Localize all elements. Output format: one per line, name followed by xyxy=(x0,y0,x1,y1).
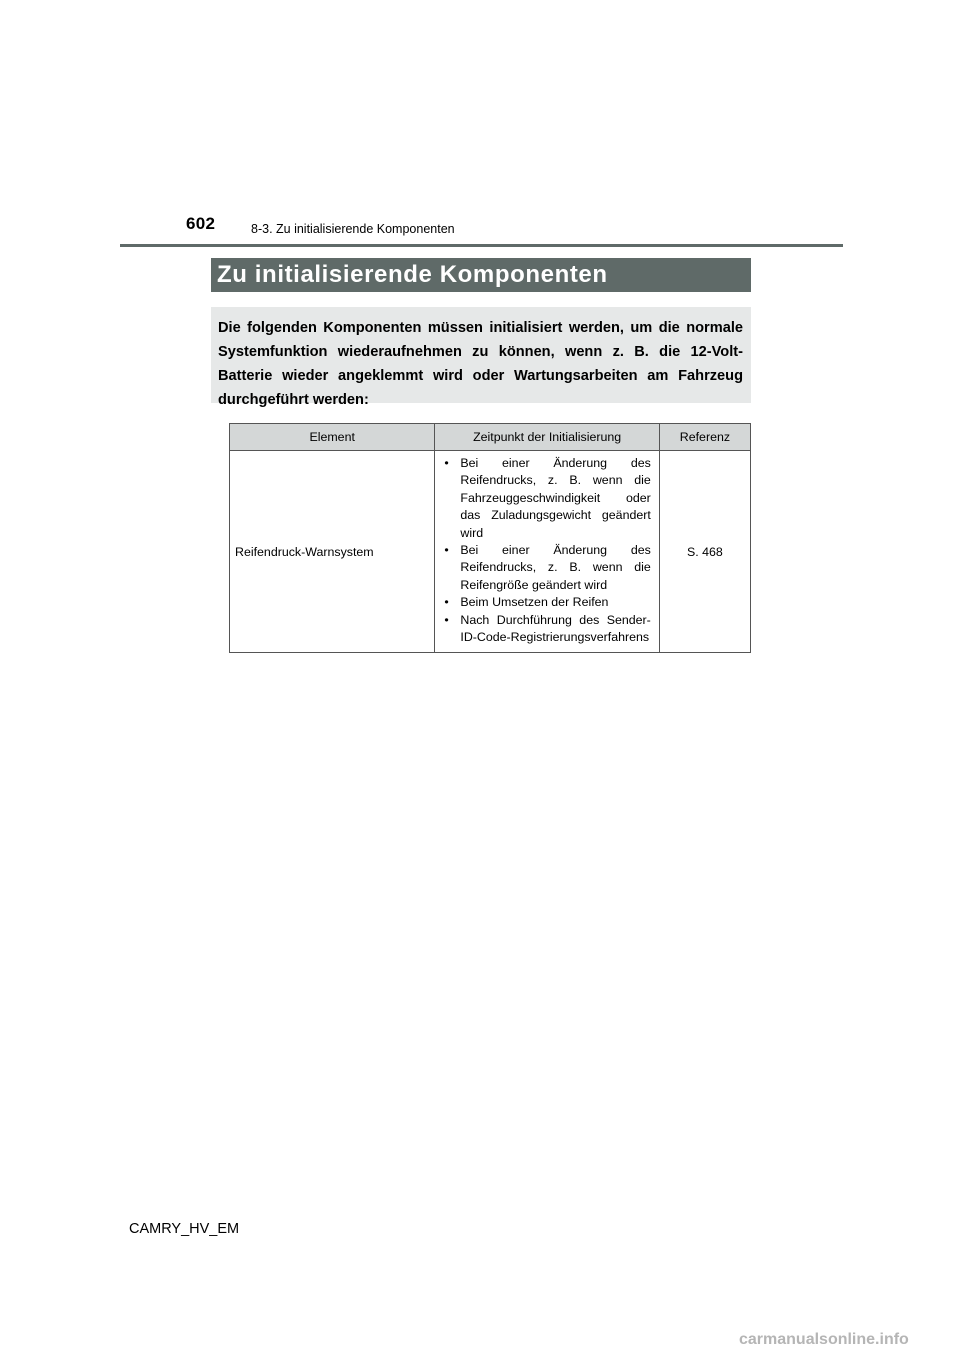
list-item xyxy=(443,594,650,611)
table-row xyxy=(230,451,751,653)
section-title-bar xyxy=(211,258,751,292)
intro-box xyxy=(211,307,751,408)
section-breadcrumb: 8-3. Zu initialisierende Komponenten xyxy=(251,222,455,236)
header-element: Element xyxy=(230,424,435,451)
bullet-icon: • xyxy=(444,612,449,627)
list-item-text: Bei einer Änderung des Reifendrucks, z. B. wenn die Reifengröße geändert wird xyxy=(460,543,651,592)
header-reference: Referenz xyxy=(659,424,750,451)
timing-list xyxy=(443,455,650,646)
list-item-text: Bei einer Änderung des Reifendrucks, z. B. wenn die Fahrzeuggeschwindigkeit oder das Zuladungsgewicht geändert wird xyxy=(460,456,651,540)
intro-text: Die folgenden Komponenten müssen initialisiert werden, um die normale Systemfunktion wiederaufnehmen zu können, wenn z. B. die 12-Volt-Batterie wieder angeklemmt wird oder Wartungsarbeiten am Fahrzeug durchgeführt werden: xyxy=(218,320,743,408)
cell-timing xyxy=(435,451,659,653)
section-title: Zu initialisierende Komponenten xyxy=(217,261,608,288)
header-divider xyxy=(120,244,843,247)
cell-element: Reifendruck-Warnsystem xyxy=(230,451,435,653)
list-item xyxy=(443,455,650,542)
initialization-table xyxy=(229,423,751,653)
table-header-row xyxy=(230,424,751,451)
watermark: carmanualsonline.info xyxy=(739,1331,909,1348)
document-code: CAMRY_HV_EM xyxy=(129,1221,240,1237)
cell-reference[interactable]: S. 468 xyxy=(659,451,750,653)
list-item xyxy=(443,542,650,594)
bullet-icon: • xyxy=(444,543,449,558)
page-number: 602 xyxy=(186,214,216,233)
bullet-icon: • xyxy=(444,595,449,610)
list-item-text: Beim Umsetzen der Reifen xyxy=(460,595,609,610)
bullet-icon: • xyxy=(444,456,449,470)
header-timing: Zeitpunkt der Initialisierung xyxy=(435,424,659,451)
list-item-text: Nach Durchführung des Sender-ID-Code-Registrierungsverfahrens xyxy=(460,612,651,645)
list-item xyxy=(443,612,650,647)
